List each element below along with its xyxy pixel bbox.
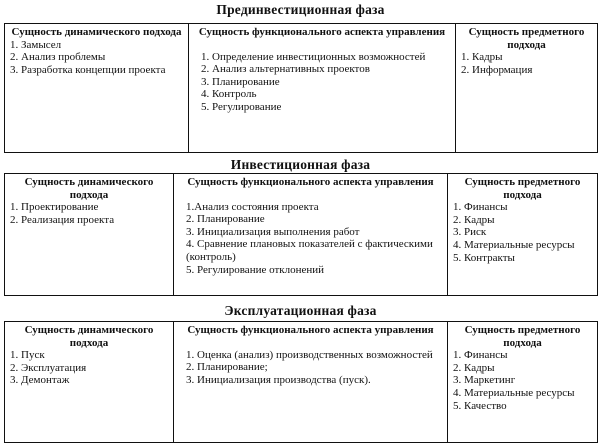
functional-aspect-cell	[173, 174, 447, 295]
list-item: 2. Информация	[461, 63, 533, 76]
functional-aspect-list	[194, 51, 455, 114]
list-item: 5. Контракты	[453, 251, 515, 264]
dynamic-approach-list	[10, 349, 173, 387]
dynamic-approach-cell	[5, 174, 173, 295]
functional-aspect-heading: Сущность функционального аспекта управления	[187, 324, 434, 336]
list-item: 1. Оценка (анализ) производственных возможностей	[186, 348, 433, 361]
list-item: 4. Материальные ресурсы	[453, 386, 575, 399]
list-item: 3. Планирование	[201, 75, 280, 88]
list-item: 3. Инициализация производства (пуск).	[186, 373, 371, 386]
functional-aspect-heading: Сущность функционального аспекта управления	[198, 26, 446, 38]
list-item: 4. Сравнение плановых показателей с фактическими (контроль)	[186, 238, 433, 263]
subject-approach-list	[453, 349, 597, 412]
phase-table-preinvestment	[4, 23, 598, 153]
subject-approach-list	[453, 201, 597, 264]
phase-title-preinvestment: Прединвестиционная фаза	[216, 2, 385, 17]
subject-approach-cell	[447, 322, 597, 442]
list-item: 4. Контроль	[201, 88, 257, 101]
list-item: 5. Регулирование отклонений	[186, 263, 325, 276]
list-item: 3. Демонтаж	[10, 374, 70, 387]
list-item: 1. Кадры	[461, 51, 503, 64]
list-item: 4. Материальные ресурсы	[453, 238, 575, 251]
dynamic-approach-cell	[5, 322, 173, 442]
phase-title-investment: Инвестиционная фаза	[230, 157, 371, 172]
list-item: 2. Планирование	[186, 213, 265, 226]
list-item: 1. Пуск	[10, 349, 45, 362]
list-item: 1. Проектирование	[10, 201, 99, 214]
list-item: 3. Риск	[453, 226, 487, 239]
phase-title-operational: Эксплуатационная фаза	[224, 303, 377, 318]
functional-aspect-cell	[173, 322, 447, 442]
subject-approach-heading: Сущность предметного подхода	[464, 176, 581, 201]
subject-approach-list	[461, 51, 597, 76]
phase-table-investment	[4, 173, 598, 296]
list-item: 2. Эксплуатация	[10, 361, 87, 374]
subject-approach-heading: Сущность предметного подхода	[464, 324, 581, 349]
dynamic-approach-heading: Сущность динамического подхода	[24, 324, 154, 349]
subject-approach-cell	[455, 24, 597, 152]
dynamic-approach-list	[10, 39, 188, 77]
list-item: 1. Финансы	[453, 201, 508, 214]
list-item: 1. Финансы	[453, 349, 508, 362]
subject-approach-heading: Сущность предметного подхода	[468, 26, 585, 51]
subject-approach-cell	[447, 174, 597, 295]
dynamic-approach-list	[10, 201, 173, 226]
list-item: 2. Кадры	[453, 213, 495, 226]
list-item: 1. Замысел	[10, 38, 62, 51]
functional-aspect-cell	[188, 24, 455, 152]
list-item: 1.Анализ состояния проекта	[186, 200, 319, 213]
dynamic-approach-heading: Сущность динамического подхода	[24, 176, 154, 201]
list-item: 3. Разработка концепции проекта	[10, 63, 166, 76]
list-item: 2. Реализация проекта	[10, 213, 115, 226]
phase-table-operational	[4, 321, 598, 443]
list-item: 2. Кадры	[453, 361, 495, 374]
list-item: 3. Инициализация выполнения работ	[186, 225, 360, 238]
dynamic-approach-heading: Сущность динамического подхода	[11, 26, 182, 38]
functional-aspect-list	[179, 201, 447, 277]
functional-aspect-heading: Сущность функционального аспекта управления	[187, 176, 434, 188]
functional-aspect-list	[179, 349, 447, 387]
list-item: 2. Анализ проблемы	[10, 51, 106, 64]
dynamic-approach-cell	[5, 24, 188, 152]
list-item: 1. Определение инвестиционных возможностей	[201, 50, 426, 63]
list-item: 2. Анализ альтернативных проектов	[201, 63, 370, 76]
list-item: 2. Планирование;	[186, 361, 268, 374]
list-item: 3. Маркетинг	[453, 374, 516, 387]
list-item: 5. Качество	[453, 399, 507, 412]
list-item: 5. Регулирование	[201, 100, 282, 113]
